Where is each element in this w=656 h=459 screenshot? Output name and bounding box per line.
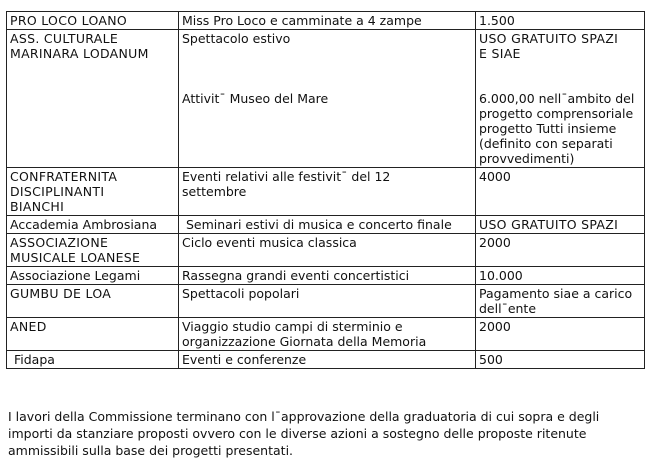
- amount-line: dell¯ente: [479, 301, 537, 316]
- org-cell: [7, 351, 179, 369]
- amount-line: progetto Tutti insieme: [479, 121, 617, 136]
- events-cell: [179, 30, 476, 168]
- org-cell: [7, 12, 179, 30]
- grants-table: [6, 11, 645, 369]
- event-line: Spettacolo estivo: [182, 31, 291, 46]
- amount-cell: [476, 168, 645, 216]
- org-line: CONFRATERNITA: [10, 169, 118, 184]
- event-line: Eventi relativi alle festivit¯ del 12: [182, 169, 391, 184]
- table-row: [7, 12, 645, 30]
- amount-cell: [476, 12, 645, 30]
- org-line: ASS. CULTURALE: [10, 31, 119, 46]
- events-cell: [179, 285, 476, 318]
- events-cell: [179, 12, 476, 30]
- event-line: Miss Pro Loco e camminate a 4 zampe: [182, 13, 422, 28]
- amount-line: progetto comprensoriale: [479, 106, 634, 121]
- org-cell: [7, 30, 179, 168]
- amount-cell: [476, 267, 645, 285]
- events-cell: [179, 234, 476, 267]
- org-line: MARINARA LODANUM: [10, 46, 149, 61]
- paragraph-line: I lavori della Commissione terminano con l¯approvazione della graduatoria di cui sopra e degli: [8, 409, 600, 424]
- org-line: GUMBU DE LOA: [10, 286, 112, 301]
- event-line: Rassegna grandi eventi concertistici: [182, 268, 410, 283]
- org-line: Accademia Ambrosiana: [10, 217, 158, 232]
- table-row: [7, 234, 645, 267]
- amount-line: provvedimenti): [479, 151, 575, 166]
- org-line: BIANCHI: [10, 199, 65, 214]
- org-line: DISCIPLINANTI: [10, 184, 105, 199]
- table-row: [7, 30, 645, 168]
- paragraph-line: importi da stanziare proposti ovvero con le diverse azioni a sostegno delle proposte ritenute: [8, 426, 587, 441]
- event-line: Attivit¯ Museo del Mare: [182, 91, 329, 106]
- amount-cell: [476, 285, 645, 318]
- amount-line: E SIAE: [479, 46, 521, 61]
- events-cell: [179, 351, 476, 369]
- spacer: [182, 46, 471, 91]
- closing-paragraph: [8, 408, 648, 459]
- amount-cell: [476, 351, 645, 369]
- amount-line: USO GRATUITO SPAZI: [479, 31, 619, 46]
- org-line: PRO LOCO LOANO: [10, 13, 128, 28]
- amount-line: USO GRATUITO SPAZI: [479, 217, 619, 232]
- events-cell: [179, 168, 476, 216]
- amount-cell: [476, 216, 645, 234]
- event-line: organizzazione Giornata della Memoria: [182, 334, 427, 349]
- amount-line: Pagamento siae a carico: [479, 286, 633, 301]
- org-cell: [7, 267, 179, 285]
- amount-line: 2000: [479, 319, 511, 334]
- amount-line: 10.000: [479, 268, 523, 283]
- event-line: settembre: [182, 184, 247, 199]
- table-row: [7, 351, 645, 369]
- table-row: [7, 168, 645, 216]
- event-line: Spettacoli popolari: [182, 286, 300, 301]
- org-cell: [7, 216, 179, 234]
- org-line: Fidapa: [10, 352, 55, 367]
- table-row: [7, 267, 645, 285]
- events-cell: [179, 216, 476, 234]
- org-line: MUSICALE LOANESE: [10, 250, 141, 265]
- org-cell: [7, 234, 179, 267]
- org-line: ANED: [10, 319, 47, 334]
- table-row: [7, 216, 645, 234]
- amount-line: 500: [479, 352, 503, 367]
- paragraph-line: ammissibili sulla base dei progetti presentati.: [8, 443, 294, 458]
- amount-line: 2000: [479, 235, 511, 250]
- amount-cell: [476, 234, 645, 267]
- amount-cell: [476, 30, 645, 168]
- table-row: [7, 285, 645, 318]
- amount-cell: [476, 318, 645, 351]
- spacer: [479, 61, 640, 91]
- event-line: Seminari estivi di musica e concerto finale: [182, 217, 452, 232]
- amount-line: 4000: [479, 169, 511, 184]
- table-row: [7, 318, 645, 351]
- events-cell: [179, 267, 476, 285]
- event-line: Eventi e conferenze: [182, 352, 307, 367]
- event-line: Ciclo eventi musica classica: [182, 235, 357, 250]
- amount-line: (definito con separati: [479, 136, 613, 151]
- events-cell: [179, 318, 476, 351]
- org-line: Associazione Legami: [10, 268, 141, 283]
- org-cell: [7, 168, 179, 216]
- org-line: ASSOCIAZIONE: [10, 235, 109, 250]
- org-cell: [7, 285, 179, 318]
- event-line: Viaggio studio campi di sterminio e: [182, 319, 403, 334]
- amount-line: 1.500: [479, 13, 515, 28]
- org-cell: [7, 318, 179, 351]
- amount-line: 6.000,00 nell¯ambito del: [479, 91, 635, 106]
